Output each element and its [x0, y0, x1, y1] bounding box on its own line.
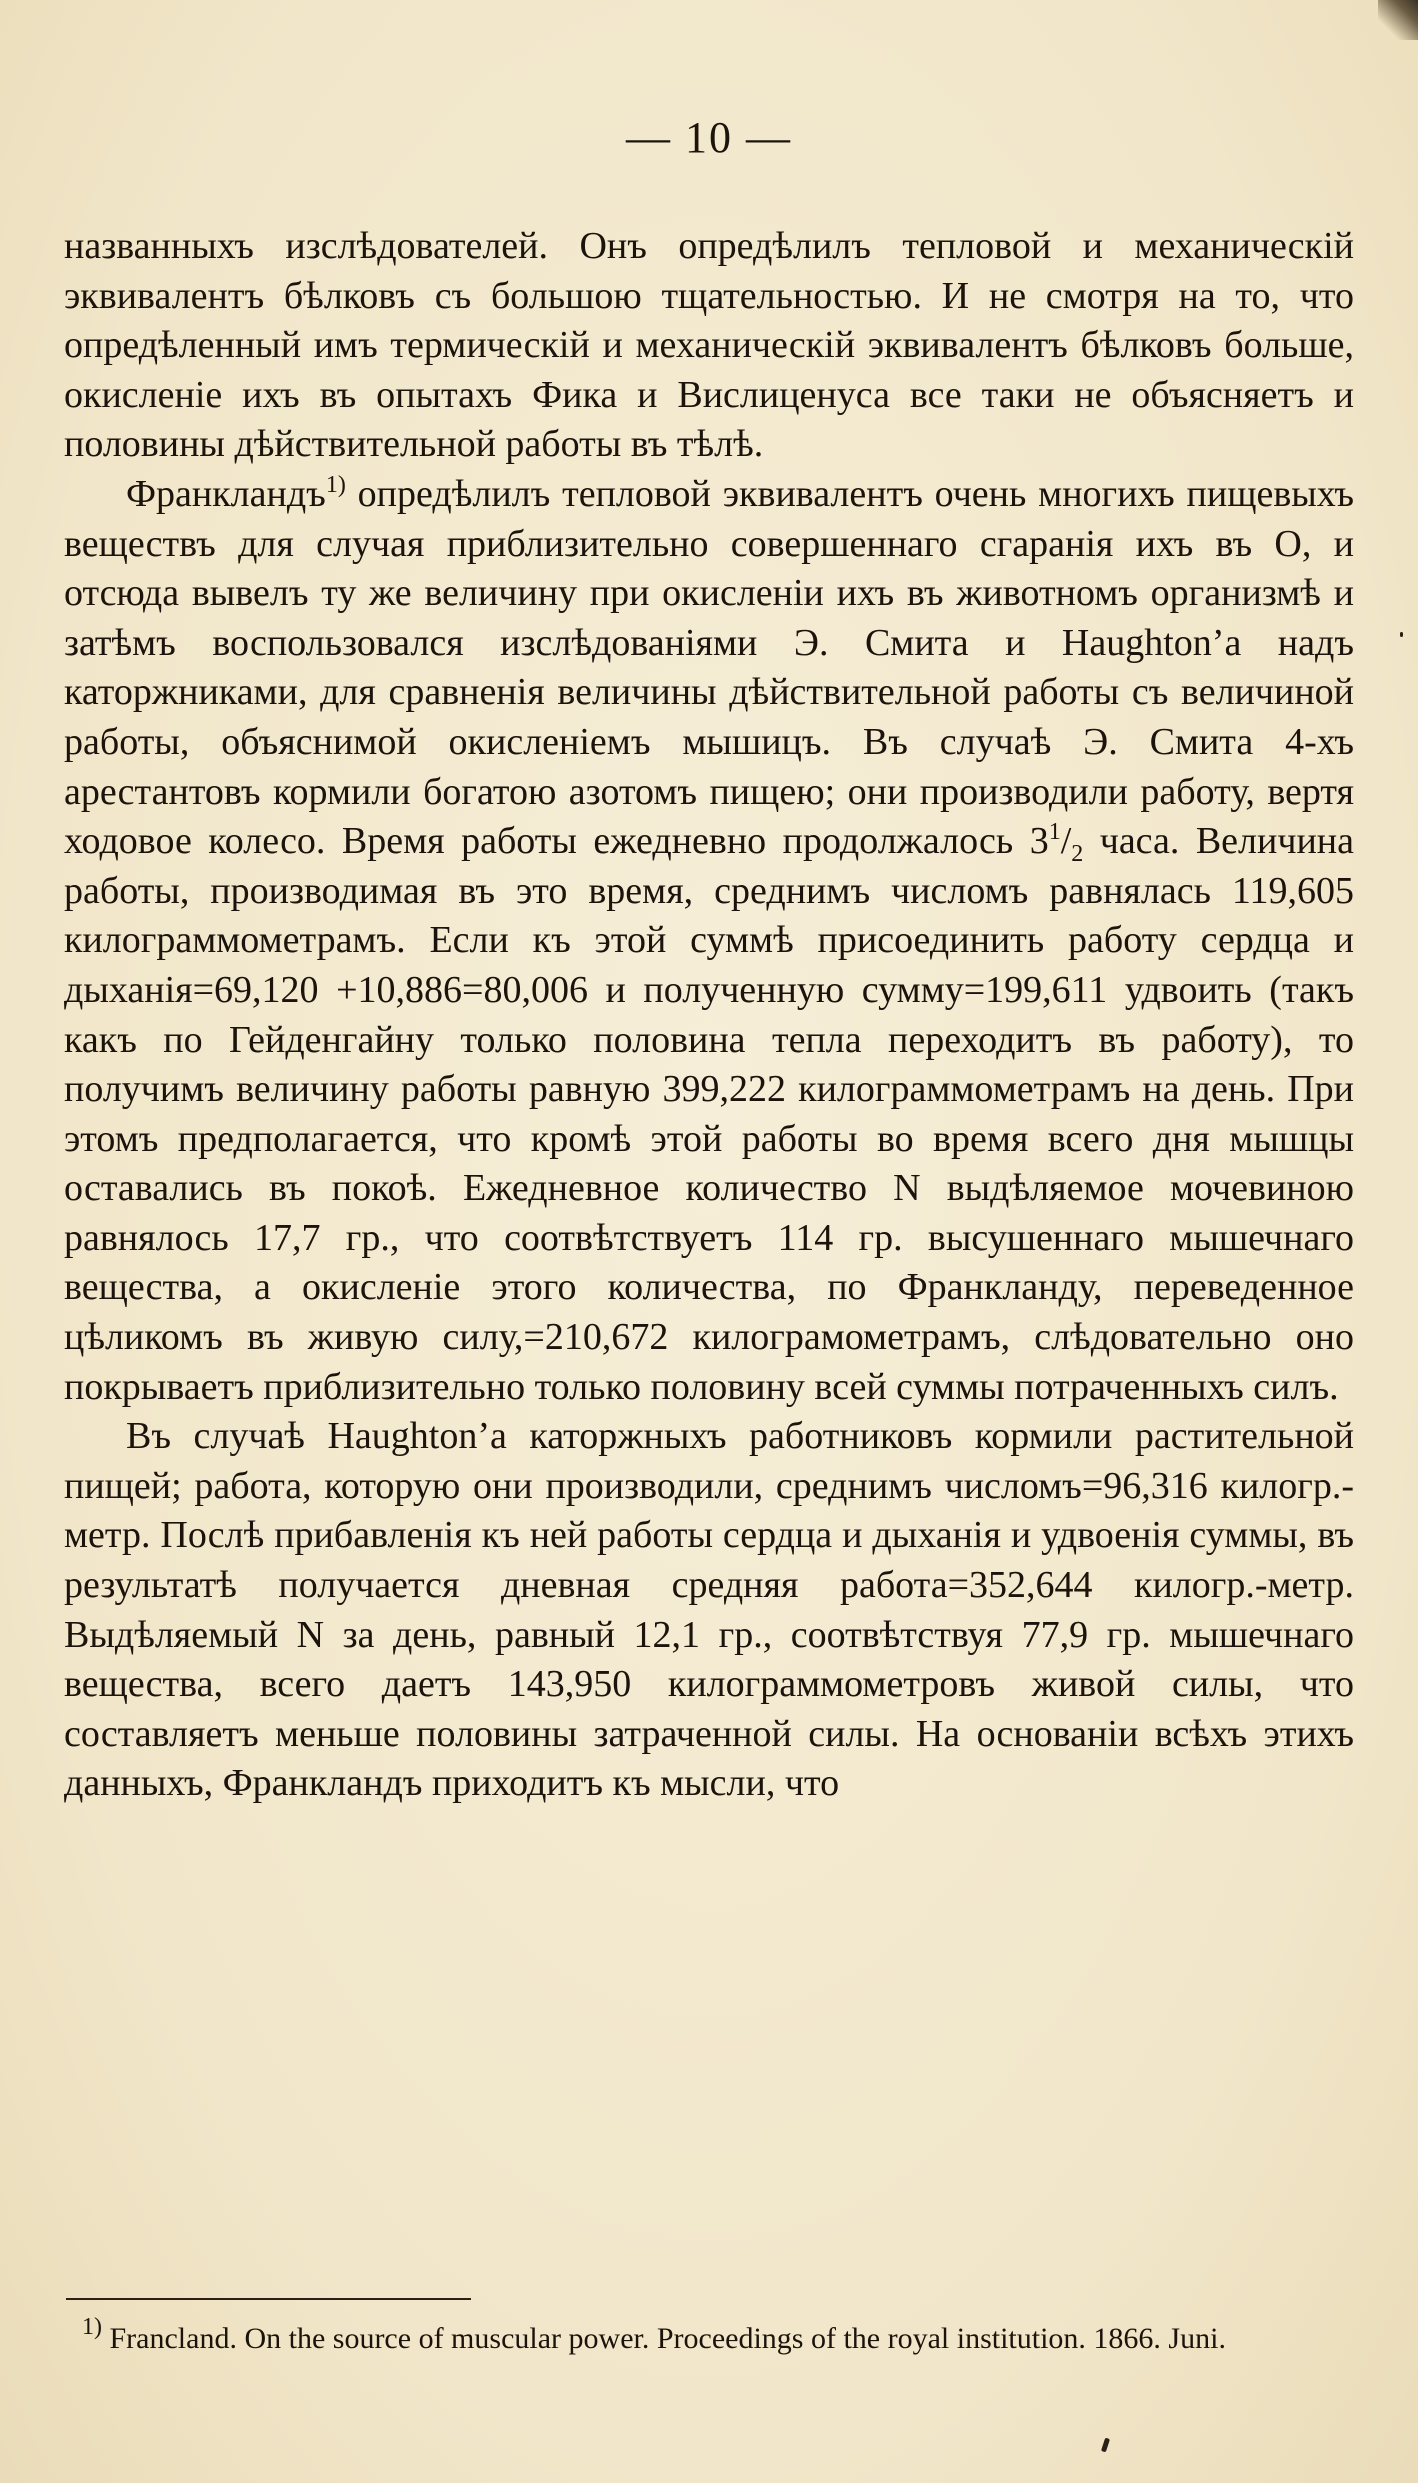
paragraph-p2	[64, 470, 1354, 1412]
ink-speck	[1101, 2438, 1110, 2453]
fraction-denominator: 2	[1071, 841, 1084, 868]
footnote-mark: 1)	[82, 2314, 102, 2340]
mixed-fraction	[1029, 819, 1084, 868]
fraction-numerator: 1	[1048, 819, 1061, 846]
fraction-slash: /	[1060, 820, 1072, 863]
page-corner-shadow	[1378, 0, 1418, 40]
paragraph-p1	[64, 222, 1354, 470]
footnote-reference: 1)	[325, 471, 346, 498]
footnote-text: Francland. On the source of muscular power. Proceedings of the royal institution. 1866. Juni.	[109, 2322, 1226, 2355]
text-run: Въ случаѣ Haughton’а каторжныхъ работниковъ кормили растительной пищей; работа, которую они производили, среднимъ числомъ=96,316 килогр.-метр. Послѣ прибавленія къ ней работы сердца и дыханія и удвоенія суммы, въ результатѣ получается дневная средняя работа=352,644 килогр.-метр. Выдѣляемый N за день, равный 12,1 гр., соотвѣтствуя 77,9 гр. мышечнаго вещества, всего даетъ 143,950 килограммометровъ живой силы, что составляетъ меньше половины затраченной силы. На основаніи всѣхъ этихъ данныхъ, Франкландъ приходитъ къ мысли, что	[64, 1415, 1354, 1805]
page-number: — 10 —	[626, 113, 792, 162]
paragraph-p3	[64, 1412, 1354, 1809]
text-run: опредѣлилъ тепловой эквивалентъ очень многихъ пищевыхъ веществъ для случая приблизительно совершеннаго сгаранія ихъ въ O, и отсюда вывелъ ту же величину при окисленіи ихъ въ животномъ организмѣ и затѣмъ воспользовался изслѣдованіями Э. Смита и Haughton’а надъ каторжниками, для сравненія величины дѣйствительной работы съ величиной работы, объяснимой окисленіемъ мышицъ. Въ случаѣ Э. Смита 4-хъ арестантовъ кормили богатою азотомъ пищею; они производили работу, вертя ходовое колесо. Время работы ежедневно продолжалось	[64, 472, 1354, 863]
main-text	[64, 222, 1354, 1809]
ink-speck	[1400, 632, 1403, 637]
text-run: названныхъ изслѣдователей. Онъ опредѣлилъ тепловой и механическій эквивалентъ бѣлковъ съ большою тщательностью. И не смотря на то, что опредѣленный имъ термическій и механическій эквивалентъ бѣлковъ больше, окисленіе ихъ въ опытахъ Фика и Вислиценуса все таки не объясняетъ и половины дѣйствительной работы въ тѣлѣ.	[64, 225, 1354, 466]
text-run: Франкландъ	[126, 472, 326, 515]
text-run: часа. Величина работы, производимая въ это время, среднимъ числомъ равнялась 119,605 килограммометрамъ. Если къ этой суммѣ присоединить работу сердца и дыханія=69,120 +10,886=80,006 и полученную сумму=199,611 удвоить (такъ какъ по Гейденгайну только половина тепла переходитъ въ работу), то получимъ величину работы равную 399,222 килограммометрамъ на день. При этомъ предполагается, что кромѣ этой работы во время всего дня мышцы оставались въ покоѣ. Ежедневное количество N выдѣляемое мочевиною равнялось 17,7 гр., что соотвѣтствуетъ 114 гр. высушеннаго мышечнаго вещества, а окисленіе этого количества, по Франкланду, переведенное цѣликомъ въ живую силу,=210,672 килограмометрамъ, слѣдовательно оно покрываетъ приблизительно только половину всей суммы потраченныхъ силъ.	[64, 820, 1354, 1408]
footnote	[64, 2314, 1354, 2360]
footnote-divider	[66, 2298, 471, 2300]
fraction-whole: 3	[1029, 820, 1049, 863]
